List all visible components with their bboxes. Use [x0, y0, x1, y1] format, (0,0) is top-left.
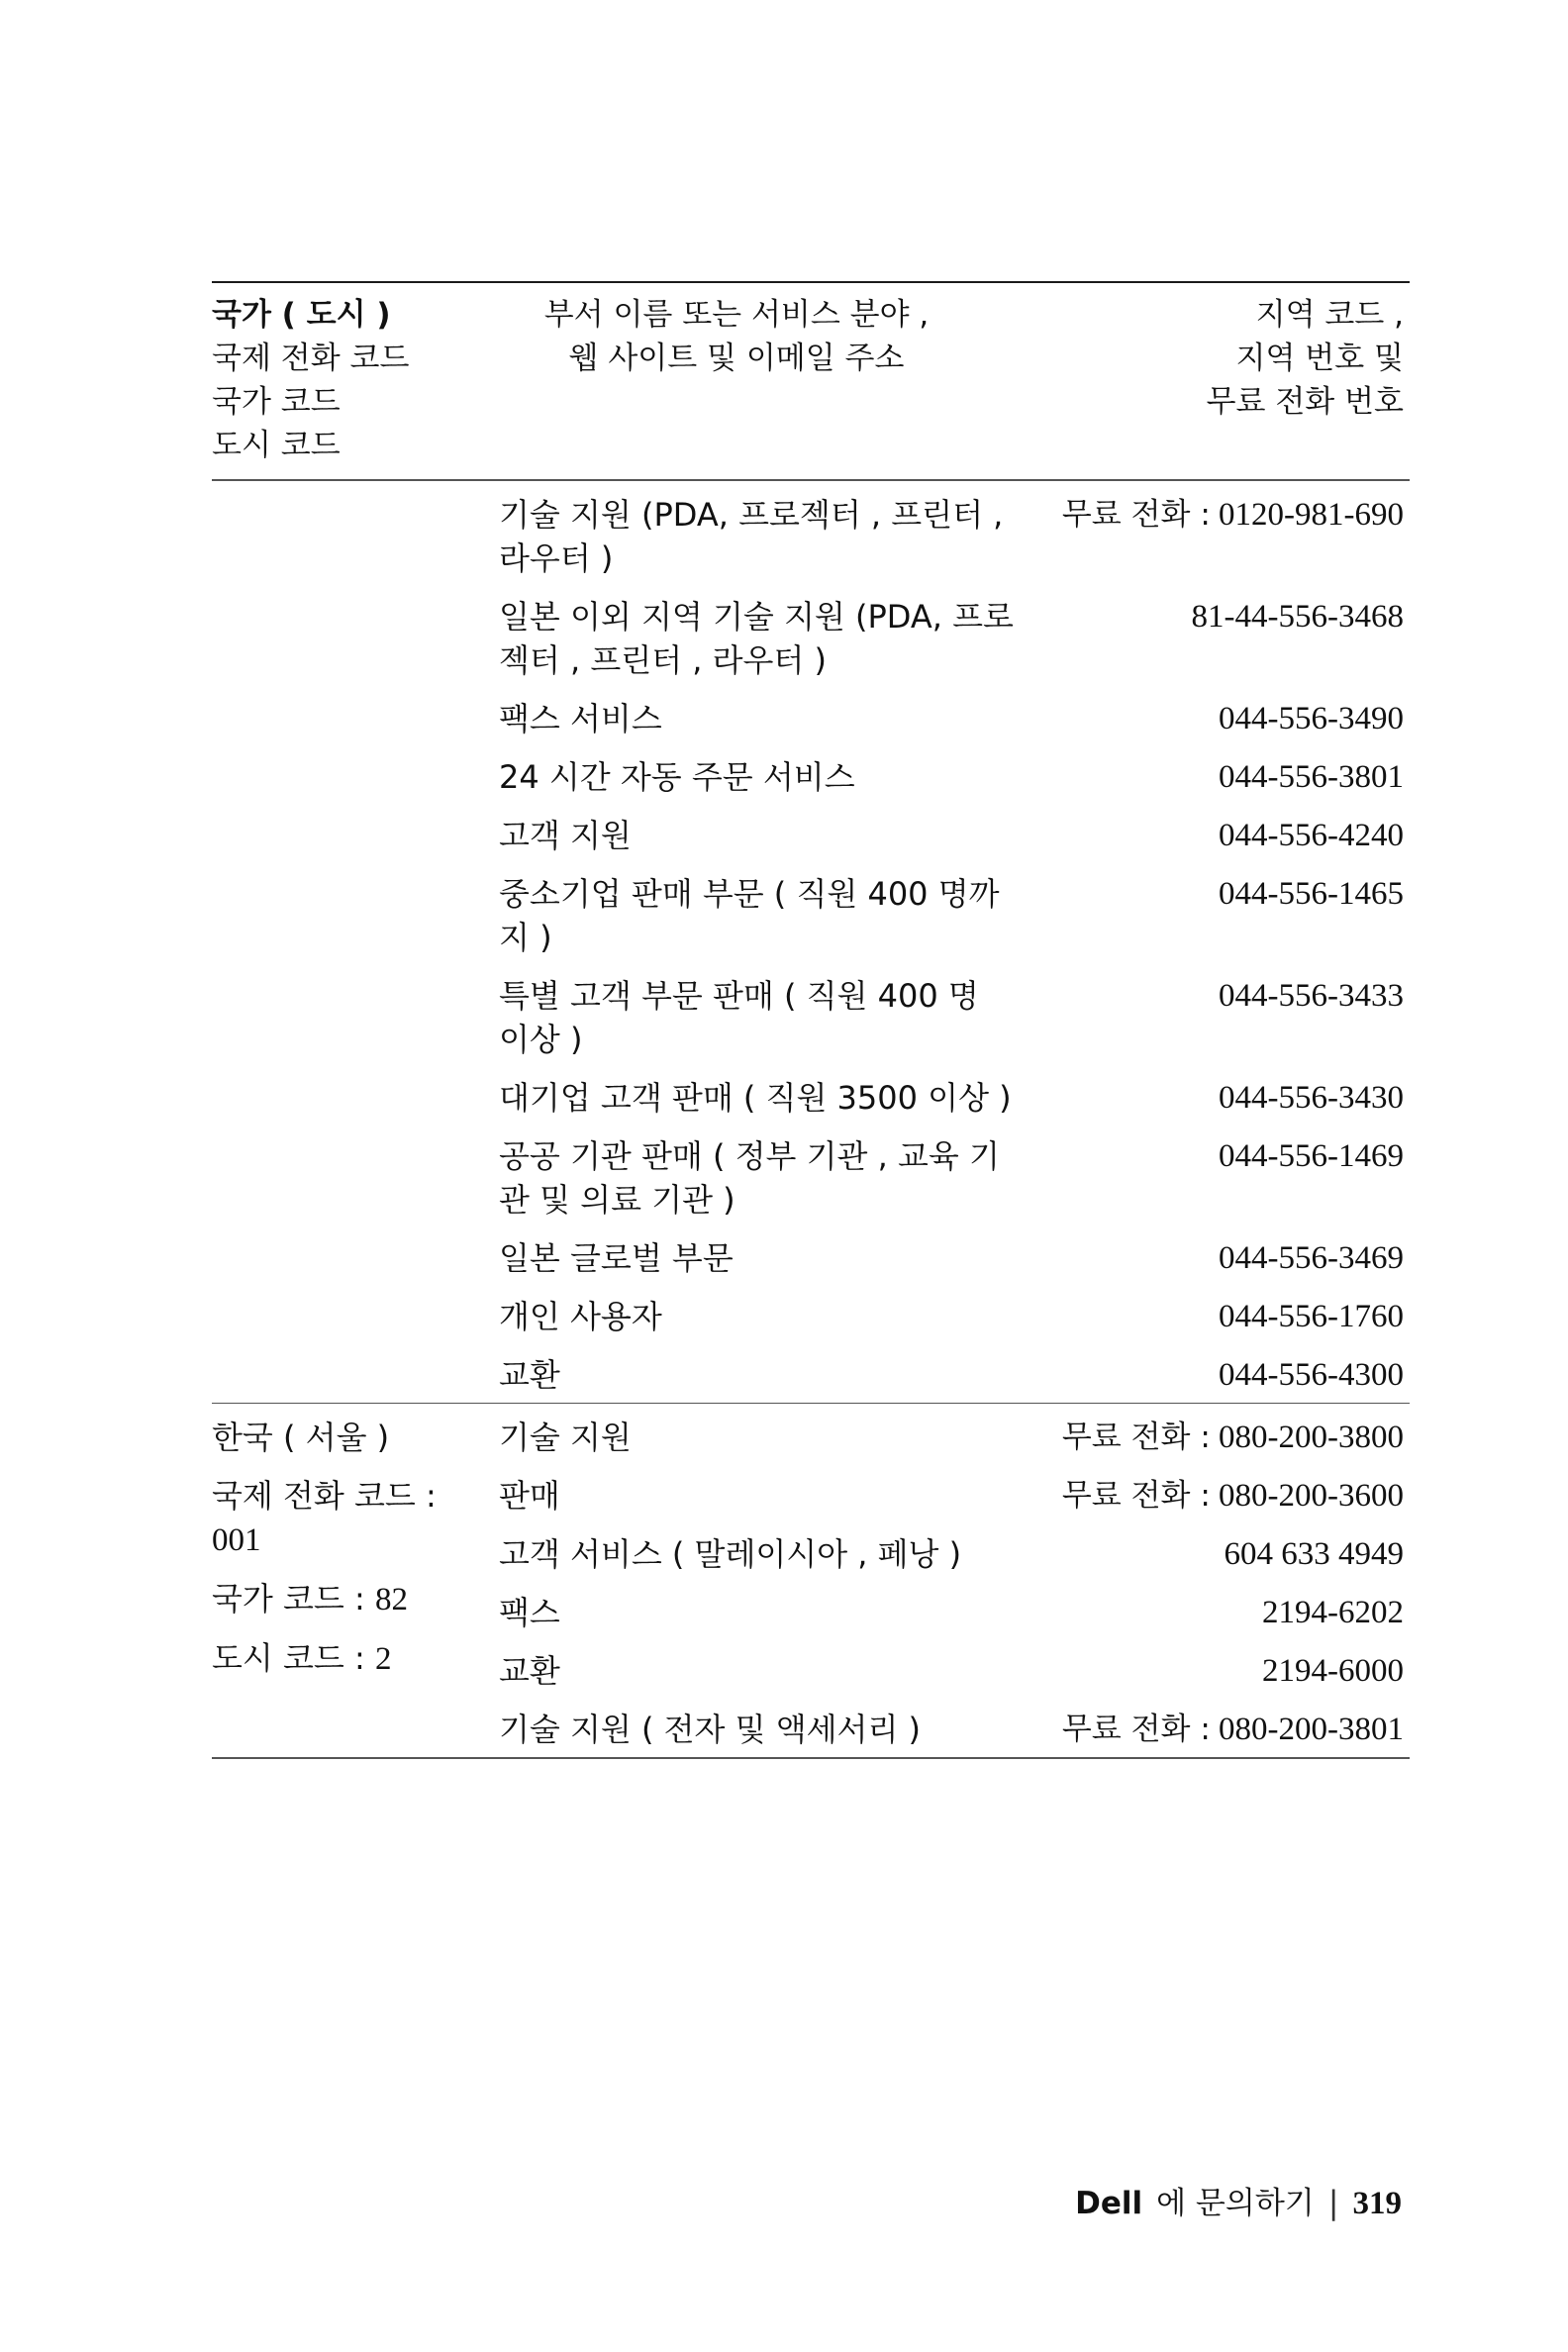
table-row — [499, 1532, 1410, 1576]
header-country-column — [212, 293, 499, 467]
intl-code-label: 국제 전화 코드 : — [212, 1477, 437, 1515]
header-toll-free-label: 무료 전화 번호 — [1206, 384, 1404, 420]
city-code-value: 2 — [374, 1641, 392, 1677]
header-area-code-label: 지역 코드 , — [1255, 297, 1404, 333]
phone-number: 2194-6000 — [1262, 1653, 1404, 1689]
table-row — [212, 872, 1410, 959]
department-name: 중소기업 판매 부문 ( 직원 400 명까지 ) — [499, 874, 1000, 956]
table-bottom-rule — [212, 1757, 1410, 1759]
phone-number: 044-556-3433 — [1219, 977, 1404, 1014]
header-country-code-label: 국가 코드 — [212, 384, 341, 420]
department-name: 개인 사용자 — [499, 1297, 662, 1335]
footer-title: 에 문의하기 — [1156, 2186, 1315, 2221]
phone-number: 604 633 4949 — [1224, 1536, 1404, 1572]
department-name: 팩스 — [499, 1594, 560, 1631]
phone-number: 044-556-3801 — [1219, 758, 1404, 795]
header-intl-code-label: 국제 전화 코드 — [212, 341, 410, 376]
header-website-label: 웹 사이트 및 이메일 주소 — [568, 341, 905, 376]
header-department-column — [499, 293, 1033, 467]
department-name: 대기업 고객 판매 ( 직원 3500 이상 ) — [499, 1078, 1012, 1117]
page-number: 319 — [1352, 2186, 1402, 2221]
number-value: 080-200-3801 — [1219, 1712, 1404, 1747]
footer-separator: | — [1327, 2184, 1339, 2221]
department-name: 교환 — [499, 1652, 560, 1690]
table-row — [499, 1474, 1410, 1518]
country-code — [212, 1577, 499, 1621]
department-name: 고객 서비스 ( 말레이시아 , 페낭 ) — [499, 1535, 962, 1573]
table-row — [212, 493, 1410, 580]
table-row — [212, 595, 1410, 682]
toll-free-label: 무료 전화 : — [1061, 1478, 1211, 1514]
department-name: 공공 기관 판매 ( 정부 기관 , 교육 기관 및 의료 기관 ) — [499, 1136, 1000, 1219]
country-code-label: 국가 코드 : — [212, 1580, 365, 1617]
table-row — [212, 1134, 1410, 1222]
number-value: 080-200-3600 — [1219, 1478, 1404, 1514]
department-name: 교환 — [499, 1355, 560, 1394]
header-local-number-label: 지역 번호 및 — [1235, 341, 1404, 376]
department-name: 일본 이외 지역 기술 지원 (PDA, 프로젝터 , 프린터 , 라우터 ) — [499, 597, 1014, 679]
table-row — [212, 755, 1410, 799]
phone-number — [1033, 1474, 1410, 1518]
table-row — [499, 1708, 1410, 1751]
department-name: 판매 — [499, 1477, 560, 1515]
phone-number: 044-556-1469 — [1219, 1137, 1404, 1174]
korea-codes — [212, 1416, 499, 1757]
department-name: 특별 고객 부문 판매 ( 직원 400 명 이상 ) — [499, 976, 979, 1058]
header-department-label: 부서 이름 또는 서비스 분야 , — [543, 297, 930, 333]
phone-number: 044-556-4300 — [1219, 1356, 1404, 1393]
phone-number: 044-556-1760 — [1219, 1298, 1404, 1334]
phone-number: 044-556-3430 — [1219, 1079, 1404, 1116]
department-name: 고객 지원 — [499, 816, 632, 854]
country-code-value: 82 — [374, 1582, 408, 1617]
header-number-column — [1033, 293, 1410, 467]
table-row — [499, 1649, 1410, 1693]
phone-number: 044-556-1465 — [1219, 875, 1404, 912]
table-row — [212, 1236, 1410, 1280]
intl-code — [212, 1474, 499, 1562]
table-row — [212, 1353, 1410, 1397]
table-row — [212, 1295, 1410, 1338]
phone-number — [1033, 493, 1410, 580]
phone-number: 044-556-4240 — [1219, 817, 1404, 853]
table-row — [212, 814, 1410, 857]
department-name: 기술 지원 (PDA, 프로젝터 , 프린터 , 라우터 ) — [499, 495, 1004, 577]
intl-code-value: 001 — [212, 1522, 261, 1558]
department-name: 기술 지원 ( 전자 및 액세서리 ) — [499, 1711, 922, 1748]
phone-number: 044-556-3490 — [1219, 700, 1404, 736]
phone-number: 044-556-3469 — [1219, 1239, 1404, 1276]
department-name: 팩스 서비스 — [499, 699, 662, 737]
table-header — [212, 283, 1410, 479]
japan-section — [212, 481, 1410, 1397]
toll-free-label: 무료 전화 : — [1061, 1712, 1211, 1747]
department-name: 24 시간 자동 주문 서비스 — [499, 757, 855, 796]
korea-section — [212, 1404, 1410, 1757]
department-name: 일본 글로벌 부문 — [499, 1238, 734, 1277]
number-value: 080-200-3800 — [1219, 1420, 1404, 1455]
country-city: 한국 ( 서울 ) — [212, 1419, 390, 1456]
korea-rows — [499, 1416, 1410, 1757]
table-row — [499, 1416, 1410, 1459]
table-row — [212, 1076, 1410, 1120]
page-footer — [1075, 2178, 1402, 2222]
toll-free-label: 무료 전화 : — [1061, 496, 1211, 533]
phone-number — [1033, 1416, 1410, 1459]
city-code — [212, 1636, 499, 1681]
phone-number — [1033, 1708, 1410, 1751]
toll-free-label: 무료 전화 : — [1061, 1420, 1211, 1455]
phone-number: 2194-6202 — [1262, 1595, 1404, 1630]
phone-number: 81-44-556-3468 — [1191, 598, 1404, 635]
table-row — [212, 974, 1410, 1061]
city-code-label: 도시 코드 : — [212, 1639, 365, 1677]
department-name: 기술 지원 — [499, 1419, 632, 1456]
table-row — [212, 697, 1410, 740]
table-row — [499, 1591, 1410, 1634]
header-city-code-label: 도시 코드 — [212, 428, 341, 463]
footer-brand: Dell — [1075, 2186, 1143, 2221]
header-country-label: 국가 ( 도시 ) — [212, 297, 391, 333]
contact-table — [212, 281, 1410, 1759]
number-value: 0120-981-690 — [1219, 496, 1404, 533]
